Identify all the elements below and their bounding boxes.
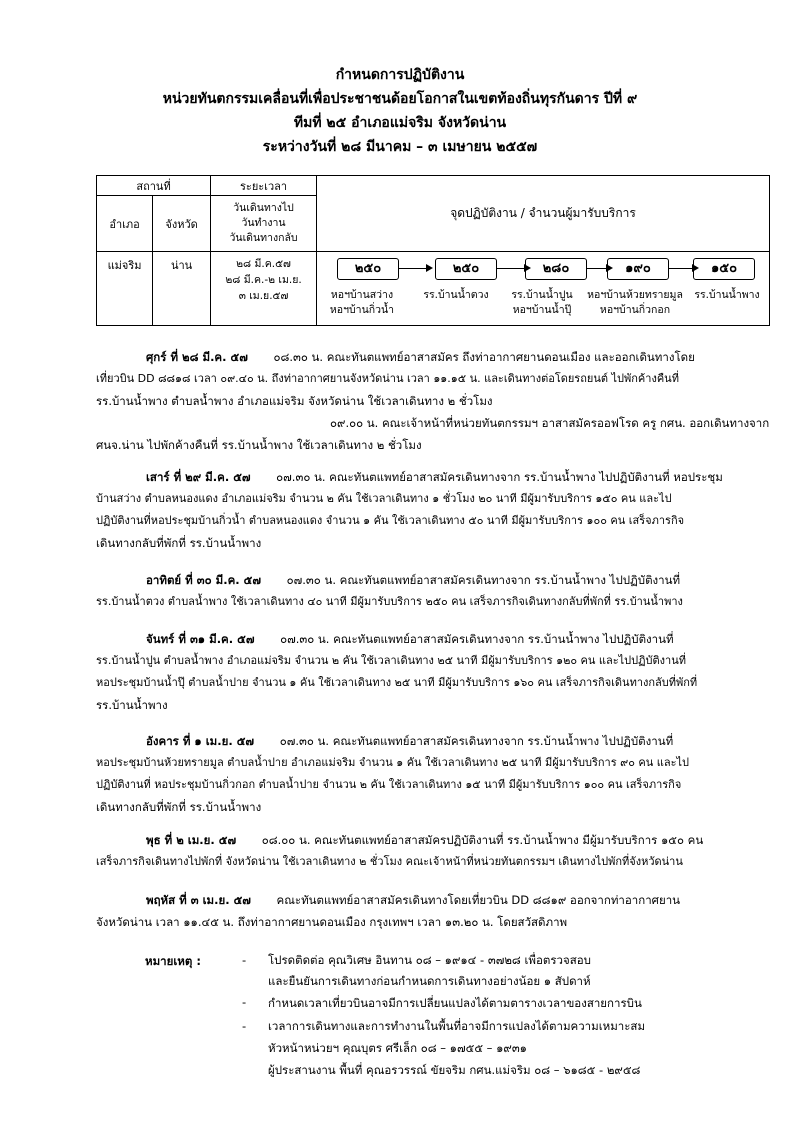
day-label: อังคาร ที่ ๑ เม.ย. ๕๗ [146,734,255,748]
place-name: รร.บ้านน้ำตวง [423,289,489,301]
arrow-right-icon [399,268,431,269]
date-return: ๓ เม.ย.๕๗ [238,290,289,302]
schedule-line: ๐๗.๓๐ น. คณะทันตแพทย์อาสาสมัครเดินทางจาก รร.บ้านน้ำพาง ไปปฏิบัติงานที่ หอประชุม [276,470,723,484]
flow-count-2: ๒๕๐ [435,258,497,280]
place-name: หอฯบ้านน้ำปุ๊ [512,304,572,316]
place-header: สถานที่ [97,176,211,196]
day-label: จันทร์ ที่ ๓๑ มี.ค. ๕๗ [146,632,255,646]
service-flow [317,252,769,324]
period-header: ระยะเวลา [211,176,317,196]
province-cell: น่าน [153,252,211,326]
schedule-line: ศนจ.น่าน ไปพักค้างคืนที่ รร.บ้านน้ำพาง ใช้เวลาเดินทาง ๒ ชั่วโมง [96,438,422,452]
schedule-line: ปฏิบัติงานที่หอประชุมบ้านกิ่วน้ำ ตำบลหนองแดง จำนวน ๑ คัน ใช้เวลาเดินทาง ๕๐ นาที มีผู้มารับบริการ ๑๐๐ คน เสร็จภารกิจ [96,514,685,527]
date-work: ๒๘ มี.ค.-๒ เม.ย. [225,274,302,286]
day-label: พฤหัส ที่ ๓ เม.ย. ๕๗ [146,893,251,907]
contact-team-lead: หัวหน้าหน่วยฯ คุณบุตร ศรีเล็ก ๐๘ – ๑๗๕๕ – ๑๙๓๑ [268,1041,527,1055]
doc-subtitle: หน่วยทันตกรรมเคลื่อนที่เพื่อประชาชนด้อยโอกาสในเขตท้องถิ่นทุรกันดาร ปีที่ ๙ [162,91,638,107]
flow-count-4: ๑๙๐ [607,258,669,280]
period-detail-return: วันเดินทางกลับ [229,232,298,244]
schedule-day-3 [96,569,776,613]
flow-place-2 [417,288,495,303]
schedule-line: ๐๘.๓๐ น. คณะทันตแพทย์อาสาสมัคร ถึงท่าอากาศยานดอนเมือง และออกเดินทางโดย [273,350,695,364]
schedule-line: รร.บ้านน้ำพาง ตำบลน้ำพาง อำเภอแม่จริม จังหวัดน่าน ใช้เวลาเดินทาง ๒ ชั่วโมง [96,394,493,408]
schedule-line: หอประชุมบ้านห้วยทรายมูล ตำบลน้ำปาย อำเภอแม่จริม จำนวน ๑ คัน ใช้เวลาเดินทาง ๒๕ นาที มีผู้มารับบริการ ๙๐ คน และไป [96,756,690,769]
schedule-line: ปฏิบัติงานที่ หอประชุมบ้านกิ่วกอก ตำบลน้ำปาย จำนวน ๒ คัน ใช้เวลาเดินทาง ๑๕ นาที มีผู้มารับบริการ ๑๐๐ คน เสร็จภารกิจ [96,778,682,791]
schedule-day-5 [96,730,776,818]
flow-count-1: ๒๕๐ [337,258,399,280]
note-item-1: โปรดติดต่อ คุณวิเศษ อินทาน ๐๘ – ๑๙๑๔ - ๓๗๒๘ เพื่อตรวจสอบ [268,953,591,967]
schedule-line: หอประชุมบ้านน้ำปุ๊ ตำบลน้ำปาย จำนวน ๑ คัน ใช้เวลาเดินทาง ๒๕ นาที มีผู้มารับบริการ ๑๖๐ คน เสร็จภารกิจเดินทางกลับที่พักที่ [96,676,698,689]
schedule-line: เสร็จภารกิจเดินทางไปพักที่ จังหวัดน่าน ใช้เวลาเดินทาง ๒ ชั่วโมง คณะเจ้าหน้าที่หน่วยทันตกรรมฯ เดินทางไปพักที่จังหวัดน่าน [96,855,683,868]
note-item-3: เวลาการเดินทางและการทำงานในพื้นที่อาจมีการแปลงได้ตามความเหมาะสม [268,1019,646,1033]
day-label: เสาร์ ที่ ๒๙ มี.ค. ๕๗ [146,470,251,484]
schedule-line: เดินทางกลับที่พักที่ รร.บ้านน้ำพาง [96,800,262,814]
flow-count-5: ๑๕๐ [693,258,755,280]
schedule-day-7 [96,889,776,933]
schedule-line: เที่ยวบิน DD ๘๘๑๘ เวลา ๐๙.๔๐ น. ถึงท่าอากาศยานจังหวัดน่าน เวลา ๑๑.๑๕ น. และเดินทางต่อโดยรถยนต์ ไปพักค้างคืนที่ [96,372,679,385]
schedule-table [96,175,770,326]
period-detail-work: วันทำงาน [241,217,286,229]
flow-place-1 [323,288,401,318]
flow-count-3: ๒๘๐ [525,258,587,280]
points-header: จุดปฏิบัติงาน / จำนวนผู้มารับบริการ [317,176,770,252]
schedule-line: รร.บ้านน้ำปูน ตำบลน้ำพาง อำเภอแม่จริม จำนวน ๒ คัน ใช้เวลาเดินทาง ๒๕ นาที มีผู้มารับบริการ ๑๒๐ คน และไปปฏิบัติงานที่ [96,654,686,667]
dates-cell [211,252,317,326]
flow-place-3 [503,288,581,318]
day-label: อาทิตย์ ที่ ๓๐ มี.ค. ๕๗ [146,573,261,587]
schedule-line: ๐๗.๓๐ น. คณะทันตแพทย์อาสาสมัครเดินทางจาก รร.บ้านน้ำพาง ไปปฏิบัติงานที่ [280,632,674,646]
schedule-line: ๐๗.๓๐ น. คณะทันตแพทย์อาสาสมัครเดินทางจาก รร.บ้านน้ำพาง ไปปฏิบัติงานที่ [286,573,681,587]
notes-label: หมายเหตุ : [145,954,201,968]
date-range: ระหว่างวันที่ ๒๘ มีนาคม – ๓ เมษายน ๒๕๕๗ [262,139,538,155]
day-label: ศุกร์ ที่ ๒๘ มี.ค. ๕๗ [146,350,248,364]
note-item-1b: และยืนยันการเดินทางก่อนกำหนดการเดินทางอย่างน้อย ๑ สัปดาห์ [268,974,591,988]
schedule-day-4 [96,628,776,716]
place-name: หอฯบ้านสว่าง [330,289,394,301]
place-name: รร.บ้านน้ำพาง [694,289,760,301]
place-name: หอฯบ้านห้วยทรายมูล [587,289,683,301]
place-name: หอฯบ้านกิ่วน้ำ [329,304,395,316]
schedule-line: ๐๗.๓๐ น. คณะทันตแพทย์อาสาสมัครเดินทางจาก รร.บ้านน้ำพาง ไปปฏิบัติงานที่ [279,734,674,748]
schedule-line: รร.บ้านน้ำพาง [96,698,168,712]
contact-coordinator: ผู้ประสานงาน พื้นที่ คุณอรวรรณ์ ขัยจริม กศน.แม่จริม ๐๘ – ๖๑๘๕ - ๒๙๕๘ [268,1063,641,1077]
period-detail-go: วันเดินทางไป [233,202,294,214]
schedule-day-1b [96,412,776,456]
schedule-line: ๐๙.๐๐ น. คณะเจ้าหน้าที่หน่วยทันตกรรมฯ อาสาสมัครออฟโรด ครู กศน. ออกเดินทางจาก [330,416,770,430]
bullet-dash: - [242,1019,247,1033]
date-go: ๒๘ มี.ค.๕๗ [236,258,291,270]
bullet-dash: - [242,995,247,1009]
amphoe-header: อำเภอ [97,196,153,252]
flow-place-5 [687,288,767,303]
schedule-day-6 [96,829,776,873]
doc-title: กำหนดการปฏิบัติงาน [335,67,465,83]
schedule-line: จังหวัดน่าน เวลา ๑๑.๔๕ น. ถึงท่าอากาศยานดอนเมือง กรุงเทพฯ เวลา ๑๓.๒๐ น. โดยสวัสดิภาพ [96,915,568,929]
day-label: พุธ ที่ ๒ เม.ย. ๕๗ [146,833,237,847]
team-line: ทีมที่ ๒๕ อำเภอแม่จริม จังหวัดน่าน [293,115,507,131]
flow-place-4 [585,288,685,318]
flow-cell [317,252,770,326]
place-name: หอฯบ้านกิ่วกอก [599,304,671,316]
schedule-line: บ้านสว่าง ตำบลหนองแดง อำเภอแม่จริม จำนวน ๒ คัน ใช้เวลาเดินทาง ๑ ชั่วโมง ๒๐ นาที มีผู้มารับบริการ ๑๕๐ คน และไป [96,492,672,505]
period-detail-header [211,196,317,252]
schedule-line: ๐๘.๐๐ น. คณะทันตแพทย์อาสาสมัครปฏิบัติงานที่ รร.บ้านน้ำพาง มีผู้มารับบริการ ๑๕๐ คน [261,833,704,847]
schedule-day-2 [96,466,776,554]
note-item-2: กำหนดเวลาเที่ยวบินอาจมีการเปลี่ยนแปลงได้ตามตารางเวลาของสายการบิน [268,996,642,1010]
schedule-line: คณะทันตแพทย์อาสาสมัครเดินทางโดยเที่ยวบิน DD ๘๘๑๙ ออกจากท่าอากาศยาน [276,893,681,907]
province-header: จังหวัด [153,196,211,252]
place-name: รร.บ้านน้ำปูน [511,289,573,301]
amphoe-cell: แม่จริม [97,252,153,326]
bullet-dash: - [242,953,247,967]
schedule-line: เดินทางกลับที่พักที่ รร.บ้านน้ำพาง [96,536,262,550]
schedule-day-1 [96,346,776,412]
schedule-line: รร.บ้านน้ำตวง ตำบลน้ำพาง ใช้เวลาเดินทาง ๔๐ นาที มีผู้มารับบริการ ๒๕๐ คน เสร็จภารกิจเดินทางกลับที่พักที่ รร.บ้านน้ำพาง [96,595,683,608]
